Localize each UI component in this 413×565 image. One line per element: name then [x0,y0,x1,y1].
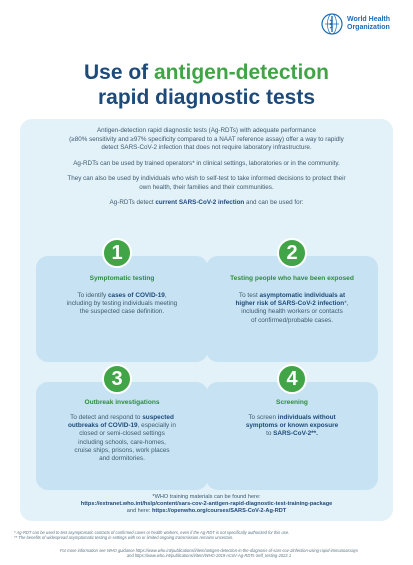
card4-l3-post: **. [311,430,318,438]
title-part2: antigen-detection [154,61,330,84]
logo-line1: World Health [347,16,391,23]
card-number-2: 2 [277,238,307,268]
intro-p3b: own health, their families and their communities. [139,183,274,191]
more-info-line2[interactable]: and https://www.who.int/publications/i/item/WHO-2019-nCoV-Ag-RDTs-Self_testing-2022.1 [126,553,292,559]
card-number-3: 3 [102,364,132,394]
footnotes [14,530,404,540]
card2-l1-bold: asymptomatic individuals at [259,292,346,299]
training-line3-pre: and here: [126,508,152,514]
intro-p4-bold: current SARS-CoV-2 infection [155,199,245,206]
card-title-1: Symptomatic testing [89,275,155,282]
card-number-1: 1 [102,238,132,268]
card2-l2-post: *, [344,300,349,308]
intro-p1a: Antigen-detection rapid diagnostic tests (Ag-RDTs) with adequate performance [96,127,317,134]
card-title-4: Screening [276,399,308,406]
card1-l1-post: , [164,292,167,299]
page-title [0,60,413,110]
intro-p4-post: and can be used for: [244,199,304,206]
intro-paragraph-3 [30,175,383,192]
card1-l1-pre: To identify [77,292,108,299]
training-line1: *WHO training materials can be found here: [152,494,261,500]
intro-p3a: They can also be used by individuals who wish to self-test to take informed decisions to protect their [67,175,346,182]
card3-l6: and dormitories. [99,455,145,463]
who-logo [321,13,399,35]
who-emblem-icon [321,13,343,35]
card3-l1-bold: suspected [142,414,174,421]
card2-l4: of confirmed/probable cases. [250,316,334,324]
intro-paragraph-1 [30,127,383,153]
logo-line2: Organization [347,24,390,31]
training-link-2[interactable]: https://openwho.org/courses/SARS-CoV-2-Ag-RDT [151,508,287,514]
footnote-2: ** The benefits of widespread asymptomatic testing in settings with no or limited ongoing transmission remains uncertain. [14,535,234,541]
card2-l2-bold: higher risk of SARS-CoV-2 infection [235,300,345,308]
card3-l2-bold: outbreaks of COVID-19 [68,422,138,430]
card2-l1-pre: To test [238,292,260,299]
card-body-3 [42,414,202,463]
card-number-4: 4 [277,364,307,394]
card1-l1-bold: cases of COVID-19 [107,292,165,299]
card-body-4 [212,414,372,439]
training-link-1[interactable]: https://extranet.who.int/hslp/content/sars-cov-2-antigen-rapid-diagnostic-test-training-package [80,501,333,507]
card4-l3-pre: to [266,430,274,438]
card3-l1-pre: To detect and respond to [70,414,143,421]
intro-p1c: detect SARS-CoV-2 infection that does not require laboratory infrastructure. [101,144,312,151]
intro-p4-pre: Ag-RDTs detect [109,199,156,206]
card3-l2-post: , especially in [137,422,176,430]
more-info-line1[interactable]: For more information see WHO guidance https://www.who.int/publications/i/item/antigen-detection-in-the-diagnosis-of-sars-cov-2infection-using-rapid-immunoassays [59,548,359,553]
logo-text [347,16,399,32]
card-title-2: Testing people who have been exposed [230,275,354,282]
card-body-1 [42,292,202,317]
card-body-2 [212,292,372,325]
card1-l3: the suspected case definition. [79,308,165,316]
card3-l5: cruise ships, prisons, work places [74,446,170,454]
footnote-1: * Ag-RDT can be used to test asymptomatic contacts of confirmed cases or health workers, even if the Ag-RDT is not specifically authorized for this use. [14,530,290,535]
training-materials [20,494,393,515]
intro-paragraph-4 [30,199,383,208]
card3-l4: including schools, care-homes, [78,438,166,446]
card4-l2-bold: symptoms or known exposure [245,422,339,430]
card4-l3-bold: SARS-CoV-2 [273,430,312,438]
card4-l1-bold: individuals without [277,414,336,421]
title-part1: Use of [83,61,154,84]
card3-l3: closed or semi-closed settings [79,430,165,438]
title-part3: rapid diagnostic tests [97,86,316,109]
more-info [14,548,404,558]
card2-l3: including health workers or contacts [241,308,343,316]
intro-text [30,127,383,215]
intro-p1b: (≥80% sensitivity and ≥97% specificity compared to a NAAT reference assay) offer a way to rapidly [69,135,344,143]
card1-l2: including by testing individuals meeting [66,300,178,308]
card-title-3: Outbreak investigations [84,399,160,406]
intro-paragraph-2: Ag-RDTs can be used by trained operators* in clinical settings, laboratories or in the community. [73,159,340,167]
card4-l1-pre: To screen [248,414,278,421]
